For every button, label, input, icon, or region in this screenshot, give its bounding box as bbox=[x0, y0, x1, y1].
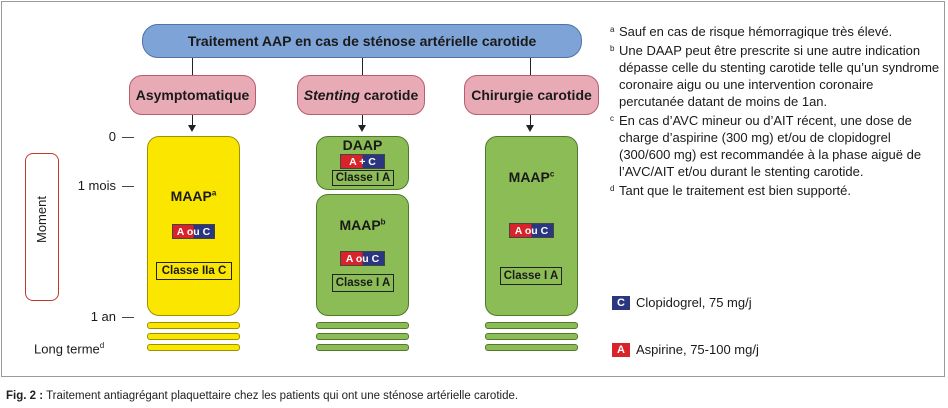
caption-text: Traitement antiagrégant plaquettaire chez les patients qui ont une sténose artérielle carotide. bbox=[46, 390, 519, 402]
stenting-long-term-bar-2 bbox=[316, 333, 409, 340]
legend-c-text: Clopidogrel, 75 mg/j bbox=[636, 295, 752, 310]
footnote-c bbox=[610, 112, 940, 180]
stenting-maap-classe: Classe I A bbox=[332, 274, 394, 292]
footnote-b-text: Une DAAP peut être prescrite si une autre indication dépasse celle du stenting carotide telle qu’un syndrome coronaire aigu ou une intervention coronaire percutanée datant de moins de 1an. bbox=[619, 43, 940, 109]
footnote-c-text: En cas d’AVC mineur ou d’AIT récent, une dose de charge d’aspirine (300 mg) et/ou de clopidogrel (300/600 mg) est recommandée à la phase aiguë de l’AVC/AIT et/ou durant le stenting carotide. bbox=[619, 113, 922, 179]
tick-long-terme bbox=[34, 341, 104, 356]
connector-chirurgie bbox=[530, 58, 531, 75]
diagram-title-text: Traitement AAP en cas de sténose artérielle carotide bbox=[187, 33, 537, 49]
chirurgie-combo-badge: A ou C bbox=[509, 223, 554, 238]
asym-maap-sup: a bbox=[211, 188, 217, 198]
tick-line-1-an bbox=[122, 317, 134, 318]
header-asymptomatique bbox=[129, 75, 256, 115]
legend-aspirine bbox=[612, 342, 759, 357]
tick-1-an: 1 an bbox=[90, 309, 116, 324]
stenting-long-term-bar-1 bbox=[316, 322, 409, 329]
figure-caption bbox=[6, 390, 518, 402]
chirurgie-long-term-bar-3 bbox=[485, 344, 578, 351]
stenting-maap-text: MAAP bbox=[339, 217, 381, 233]
asym-long-term-bar-2 bbox=[147, 333, 240, 340]
tick-line-0 bbox=[122, 137, 134, 138]
footnote-b-mark: b bbox=[610, 44, 615, 53]
header-asymptomatique-text: Asymptomatique bbox=[135, 87, 250, 103]
asym-maap-label bbox=[147, 188, 240, 204]
footnote-d-mark: d bbox=[610, 184, 615, 193]
arrowhead-chirurgie bbox=[526, 125, 534, 132]
tick-long-terme-text: Long terme bbox=[34, 341, 100, 357]
stenting-maap-sup: b bbox=[380, 217, 386, 227]
stenting-daap-label: DAAP bbox=[342, 137, 383, 153]
legend-a-square: A bbox=[612, 343, 630, 357]
arrowhead-stenting bbox=[358, 125, 366, 132]
caption-label: Fig. 2 : bbox=[6, 390, 44, 402]
header-chirurgie bbox=[464, 75, 599, 115]
chirurgie-classe-box: Classe I A bbox=[500, 267, 562, 285]
tick-0: 0 bbox=[108, 129, 116, 144]
footnote-a-mark: a bbox=[610, 25, 615, 34]
footnote-a bbox=[610, 23, 940, 40]
asym-long-term-bar-1 bbox=[147, 322, 240, 329]
header-chirurgie-text: Chirurgie carotide bbox=[471, 87, 592, 103]
tick-line-1-mois bbox=[122, 186, 134, 187]
connector-stenting bbox=[362, 58, 363, 75]
stenting-maap-combo: A ou C bbox=[340, 251, 385, 266]
stenting-daap-combo: A + C bbox=[340, 154, 385, 169]
moment-label: Moment bbox=[34, 196, 49, 243]
legend-c-square: C bbox=[612, 296, 630, 310]
stenting-long-term-bar-3 bbox=[316, 344, 409, 351]
footnote-b bbox=[610, 42, 940, 110]
tick-1-mois: 1 mois bbox=[77, 178, 116, 193]
footnote-c-mark: c bbox=[610, 114, 614, 123]
chirurgie-maap-text: MAAP bbox=[508, 169, 550, 185]
legend-a-text: Aspirine, 75-100 mg/j bbox=[636, 342, 759, 357]
figure-frame bbox=[1, 1, 945, 377]
asym-combo-badge: A ou C bbox=[172, 224, 215, 239]
chirurgie-maap-label bbox=[485, 169, 578, 185]
arrowhead-asym bbox=[188, 125, 196, 132]
footnote-d bbox=[610, 182, 940, 199]
footnote-a-text: Sauf en cas de risque hémorragique très élevé. bbox=[619, 24, 893, 39]
asym-maap-text: MAAP bbox=[170, 188, 212, 204]
header-stenting-italic: Stenting bbox=[303, 87, 360, 103]
header-stenting bbox=[297, 75, 425, 115]
chirurgie-maap-sup: c bbox=[549, 169, 555, 179]
legend-clopidogrel bbox=[612, 295, 752, 310]
chirurgie-long-term-bar-1 bbox=[485, 322, 578, 329]
asym-long-term-bar-3 bbox=[147, 344, 240, 351]
tick-long-terme-sup: d bbox=[99, 341, 105, 350]
stenting-daap-classe: Classe I A bbox=[332, 170, 394, 186]
diagram-title bbox=[142, 24, 582, 58]
chirurgie-long-term-bar-2 bbox=[485, 333, 578, 340]
asym-classe-box: Classe IIa C bbox=[156, 262, 232, 280]
header-stenting-text: carotide bbox=[363, 87, 419, 103]
footnotes bbox=[610, 23, 940, 201]
stenting-maap-label bbox=[316, 217, 409, 233]
connector-asym bbox=[192, 58, 193, 75]
footnote-d-text: Tant que le traitement est bien supporté. bbox=[619, 183, 851, 198]
